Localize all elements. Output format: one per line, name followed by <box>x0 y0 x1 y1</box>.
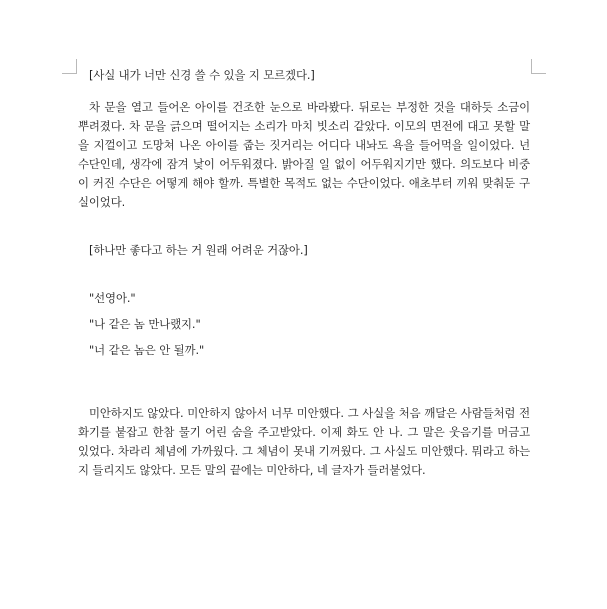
document-body <box>78 66 530 480</box>
dialogue-line-2: "나 같은 놈 만나랬지." <box>89 317 201 331</box>
paragraph-1: 차 문을 열고 들어온 아이를 건조한 눈으로 바라봤다. 뒤로는 부정한 것을 대하듯 소금이 뿌려졌다. 차 문을 긁으며 떨어지는 소리가 마치 빗소리 같았다. 이모의 면전에 대고 못할 말을 지껄이고 도망쳐 나온 아이를 줍는 짓거리는 어디다 내놔도 욕을 들어먹을 일이었다. 넌 수단인데, 생각에 잠겨 낯이 어두워졌다. 밝아질 일 없이 어두워지기만 했다. 의도보다 비중이 커진 수단은 어떻게 해야 할까. 특별한 목적도 없는 수단이었다. 애초부터 끼워 맞춰둔 구실이었다. <box>78 100 530 209</box>
bracket-line-1: [사실 내가 너만 신경 쓸 수 있을 지 모르겠다.] <box>89 68 315 82</box>
dialogue-line-3: "너 같은 놈은 안 될까." <box>89 343 205 357</box>
bracket-line-2: [하나만 좋다고 하는 거 원래 어려운 거잖아.] <box>89 243 308 257</box>
margin-corner-mark-top-left <box>62 59 77 74</box>
dialogue-line-1: "선영아." <box>89 291 136 305</box>
paragraph-2: 미안하지도 않았다. 미안하지 않아서 너무 미안했다. 그 사실을 처음 깨달은 사람들처럼 전화기를 붙잡고 한참 물기 어린 숨을 주고받았다. 이제 화도 안 나. 그 말은 웃음기를 머금고 있었다. 차라리 체념에 가까웠다. 그 체념이 못내 기꺼웠다. 그 사실도 미안했다. 뭐라고 하는지 들리지도 않았다. 모든 말의 끝에는 미안하다, 네 글자가 들러붙었다. <box>78 406 530 477</box>
margin-corner-mark-top-right <box>531 59 546 74</box>
